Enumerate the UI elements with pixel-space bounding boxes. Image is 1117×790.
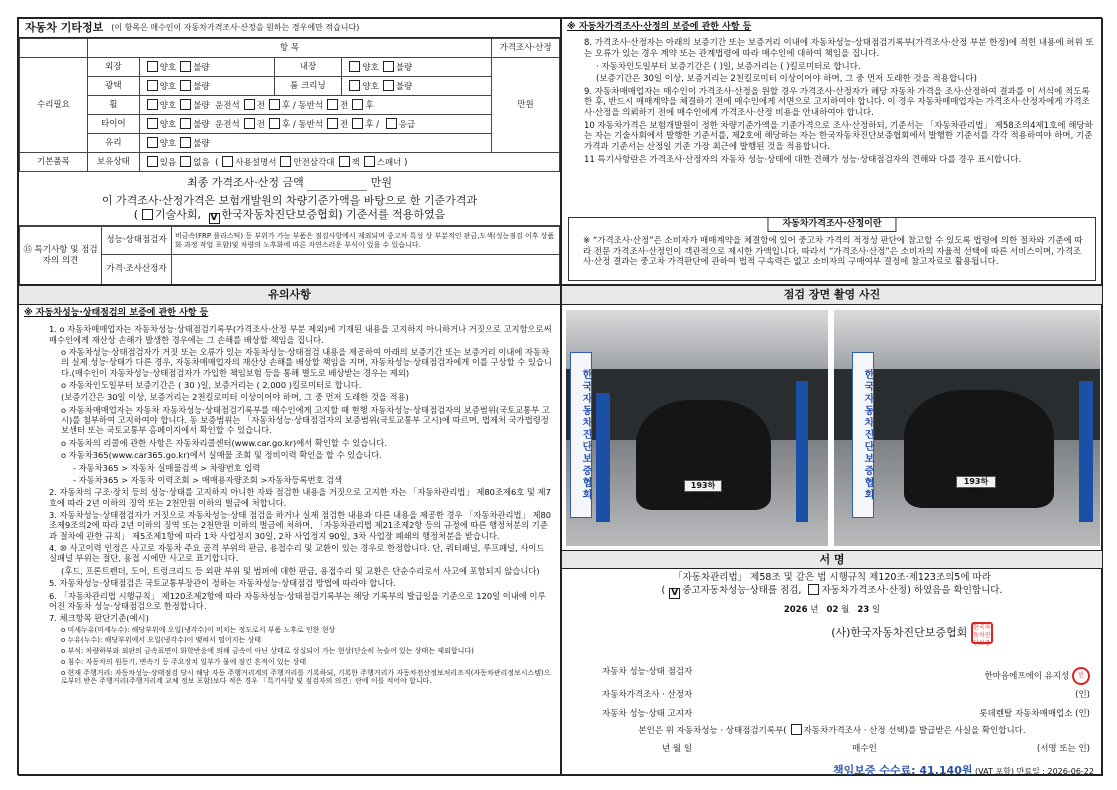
item-8-sub2: (보증기간은 30일 이상, 보증거리는 2천킬로미터 이상이어야 하며, 그 중 먼저 도래한 것을 적용합니다) — [596, 74, 977, 85]
basic-label: 기본품목 — [20, 153, 88, 172]
inspection-record-page — [17, 17, 1102, 775]
repair-label: 수리필요 — [20, 58, 88, 153]
checkbox[interactable] — [180, 156, 191, 167]
fee-row — [562, 764, 1102, 777]
checkbox[interactable] — [808, 584, 819, 595]
note-1c: o 자동차인도일부터 보증기간은 ( 30 )일, 보증거리는 ( 2,000 )킬로미터로 합니다. — [61, 380, 362, 391]
price-guarantee-title: ※ 자동차가격조사·산정의 보증에 관한 사항 등 — [567, 22, 752, 32]
item-9: 9. 자동차매매업자는 매수인이 가격조사·산정을 원할 경우 가격조사·산정자가 해당 자동차 가격을 조사·산정하여 결과를 이 서식에 적도록 한 후, 반드시 매매계약을 체결하기 전에 매수인에게 서면으로 고지하여야 합니다. 이 경우 자동차매매업자는 가격조사·산정자에게 가격조사·산정을 의뢰하기 전에 매수인에게 가격조사·산정 비용을 안내하여야 합니다. — [584, 86, 1090, 118]
sign-row-inspector: 자동차 성능·상태 점검자 한마음에프에이 유지성 인 — [562, 666, 1102, 686]
cert-date: 2026 년 02 월 23 일 — [783, 604, 881, 615]
item-11: 11 특기사항란은 가격조사·산정자의 자동차 성능·상태에 대한 견해가 성능·상태점검자의 견해와 다를 경우 표시합니다. — [584, 154, 1022, 165]
license-plate: 193하8702 — [684, 480, 722, 492]
row-glass: 유리 — [87, 134, 139, 153]
note-3: 3. 자동차성능·상태점검자가 거짓으로 자동차성능·상태 점검을 하거나 실제 점검한 내용과 다른 내용을 제공한 경우 「자동차관리법」 제80조제9조의2에 따라 2년 이하의 징역 또는 2천만원 이하의 벌금에 처하며, 「자동차관리법 제21조제2항 등의 규정에 따른 행정처분의 기준과 절차에 관한 규칙」 제5조제1항에 따라 1차 사업정지 30일, 2차 사업정지 90일, 3차 사업장 폐쇄의 행정처분을 받습니다. — [49, 510, 552, 541]
row-gloss: 광택 — [87, 77, 139, 96]
org-line — [562, 622, 1102, 647]
price-definition-title: 자동차가격조사·산정이란 — [767, 217, 896, 232]
note-1g: - 자동차365 > 자동차 실매물검색 > 차량번호 입력 — [73, 462, 261, 473]
inspector-seal: 인 — [1072, 667, 1090, 685]
checkbox[interactable] — [383, 61, 394, 72]
note-4: 4. ⑩ 사고이력 인정은 사고로 자동차 주요 골격 부위의 판금, 용접수리 및 교환이 있는 경우로 한정합니다. 단, 쿼터패널, 루프패널, 사이드실패널 부위는 절단, 용접 시에만 사고로 표기합니다. — [49, 543, 545, 564]
checkbox[interactable] — [364, 156, 375, 167]
note-1f: o 자동차365(www.car365.go.kr)에서 실매물 조회 및 정비이력 확인을 할 수 있습니다. — [61, 450, 382, 461]
price-definition-box — [568, 217, 1096, 281]
row-wheel: 휠 — [87, 96, 139, 115]
note-7: 7. 체크항목 판단기준(예시) — [49, 613, 149, 624]
basis-line1: 이 가격조사·산정가격은 보험개발원의 차량기준가액을 바탕으로 한 기준가격과 — [101, 193, 478, 207]
note-1d: o 자동차매매업자는 자동차 자동차성능·상태점검기록부를 매수인에게 고지할 때 현행 자동차성능·상태점검자의 보증범위(국토교통부 고시)를 첨부하여 고지하여야 합니다. 동 보증범위는 「자동차성능·상태점검자의 보증범위(국토교통부 고시)에 따르며, 법제처 국가법령정보센터 또는 국토교통부 홈페이지에서 확인할 수 있습니다. — [61, 404, 550, 436]
license-plate: 193하8702 — [956, 476, 996, 488]
notes-section — [18, 285, 561, 776]
fee-vat: (VAT 포함) — [975, 766, 1014, 776]
row-room: 룸 크리닝 — [274, 77, 342, 96]
inspector-label: 성능·상태점검자 — [102, 227, 172, 255]
checkbox[interactable] — [269, 99, 280, 110]
inspector-text: 비금속(FRP 플라스틱) 등 부위가 가능 부품은 점검사항에서 제외되며 중고차 특성 상 부분적인 판금,도색(성능점검 이후 상품화 과정 작업 포함)및 차량의 노후화에 따른 자연스러운 부식이 있을 수 있습니다. — [172, 227, 560, 255]
checkbox[interactable] — [180, 80, 191, 91]
final-price-input[interactable] — [307, 176, 367, 191]
receipt-line: 본인은 위 자동차성능 · 상태점검기록부( 자동차가격조사 · 산정 선택)를 발급받은 사실을 확인합니다. — [638, 726, 1026, 737]
note-7d: o 침수: 자동차의 원동기, 변속기 등 주요장치 일부가 물에 잠긴 흔적이 있는 상태 — [61, 657, 307, 666]
row-interior: 내장 — [274, 58, 342, 77]
photo-header: 점검 장면 촬영 사진 — [562, 286, 1102, 305]
checkbox[interactable] — [222, 156, 233, 167]
checkbox[interactable] — [180, 61, 191, 72]
sign-header: 서 명 — [562, 550, 1102, 569]
price-inspector-text — [172, 255, 560, 285]
org-stamp: 한국자동차진단보증 — [971, 622, 993, 644]
expiry-date: 만료일 : 2026-06-22 — [1016, 766, 1094, 776]
org-name: (사)한국자동차진단보증협회 — [831, 625, 968, 639]
final-price-block — [19, 172, 560, 226]
cert-line2: ( V 중고자동차성능·상태를 점검, 자동차가격조사·산정) 하였음을 확인합니다. — [661, 584, 1003, 598]
notes-subtitle: ※ 자동차성능·상태점검의 보증에 관한 사항 등 — [24, 308, 209, 318]
checkbox[interactable] — [349, 61, 360, 72]
checkbox[interactable] — [180, 137, 191, 148]
price-guarantee-section — [561, 18, 1103, 285]
checkbox[interactable] — [269, 118, 280, 129]
checkbox[interactable] — [386, 118, 397, 129]
vehicle-other-info-section — [18, 18, 561, 285]
sign-row-notifier: 자동차 성능·상태 고지자 롯데렌탈 자동차매매업소 (인) — [602, 708, 1090, 719]
signature-rows — [562, 666, 1102, 776]
special-label: ⑮ 특기사항 및 점검자의 의견 — [20, 227, 102, 285]
checkbox[interactable] — [147, 156, 158, 167]
item-8: 8. 가격조사·산정자는 아래의 보증기간 또는 보증거리 이내에 자동차성능·상태점검기록부(가격조사·산정 부분 한정)에 적힌 내용에 허위 또는 오류가 있는 경우 계약 또는 관계법령에 따라 매수인에 대하여 책임을 집니다. — [584, 38, 1094, 59]
interior-options: 양호 불량 — [342, 58, 492, 77]
banner-sign: 한국자동차진단보증협회 — [570, 352, 592, 517]
note-4b: (후드, 프론트펜더, 도어, 트렁크리드 등 외판 부위 및 범퍼에 대한 판금, 용접수리 및 교환은 단순수리로서 사고에 포함되지 않습니다) — [61, 565, 540, 576]
checkbox[interactable] — [339, 156, 350, 167]
checkbox[interactable] — [180, 99, 191, 110]
room-options: 양호 불량 — [342, 77, 492, 96]
inspection-photo-front — [566, 310, 828, 546]
col-price: 가격조사·산정 — [492, 39, 560, 58]
inspection-photo-rear — [834, 310, 1100, 546]
checkbox[interactable] — [383, 80, 394, 91]
buyer-row: 년 월 일 매수인 (서명 또는 인) — [662, 743, 1090, 754]
own-status: 보유상태 — [87, 153, 139, 172]
wheel-options: 양호 불량 운전석 전 후 / 동반석 전 후 — [139, 96, 491, 115]
checkbox[interactable] — [352, 99, 363, 110]
exterior-options: 양호 불량 — [139, 58, 274, 77]
note-1c2: (보증기간은 30일 이상, 보증거리는 2천킬로미터 이상이어야 하며, 그 중 먼저 도래한 것을 적용) — [61, 392, 409, 403]
note-1e: o 자동차의 리콜에 관한 사항은 자동차리콜센터(www.car.go.kr)에서 확인할 수 있습니다. — [61, 437, 387, 448]
checkbox[interactable] — [244, 118, 255, 129]
price-definition-text: ※ “가격조사·산정”은 소비자가 매매계약을 체결함에 있어 중고차 가격의 적정성 판단에 참고할 수 있도록 법령에 의한 절차와 기준에 따라 전문 가격조사·산정인이 객관적으로 제시한 가액입니다. 따라서 “가격조사·산정”은 소비자의 자율적 선택에 따른 서비스이며, 가격조사·산정 결과는 중고차 가격판단에 관하여 법적 구속력은 없고 소비자의 구매여부 결정에 참고자료로 활용됩니다. — [583, 236, 1083, 268]
note-6: 6. 「자동차관리법 시행규칙」 제120조제2항에 따라 자동차성능·상태점검기록부는 해당 기록부의 발급일을 기준으로 120일 이내에 이루어진 자동차 성능·상태점검으로 한정합니다. — [49, 590, 546, 611]
glass-options: 양호 불량 — [139, 134, 491, 153]
checkbox[interactable] — [147, 118, 158, 129]
note-7e: o 현재 주행거리: 자동차성능·상태점검 당시 해당 자동 주행거리계의 주행거리를 기록하되, 기록한 주행거리가 자동차전산정보처리조직(자동차관리정보시스템)으로부터 받은 주행거리(주행거리계 교체 정보 포함)보다 적은 경우 「특기사항 및 점검자의 의견」란에 이를 적어야 합니다. — [61, 668, 551, 686]
basis-line2: ( 기술사회, V 한국자동차진단보증협회) 기준서를 적용하였음 — [133, 207, 446, 223]
special-notes-table — [19, 226, 560, 285]
checkbox[interactable] — [147, 61, 158, 72]
note-5: 5. 자동차성능·상태점검은 국토교통부장관이 정하는 자동차성능·상태점검 방법에 따라야 합니다. — [49, 578, 396, 589]
certification — [562, 572, 1102, 647]
checkbox[interactable] — [244, 99, 255, 110]
note-1h: - 자동차365 > 자동차 이력조회 > 매매용자량조회 >자동차등록번호 검색 — [73, 474, 343, 485]
checkbox[interactable] — [180, 118, 191, 129]
checkbox[interactable] — [147, 80, 158, 91]
note-7b: o 누유(누수): 해당부위에서 오일(냉각수)이 맺혀서 떨어지는 상태 — [61, 636, 261, 645]
checkbox[interactable] — [280, 156, 291, 167]
banner-sign: 한국자동차진단보증협회 — [852, 352, 874, 517]
note-2: 2. 자동차의 구조·장치 등의 성능·상태를 고지하지 아니한 자와 점검한 내용을 거짓으로 고지한 자는 「자동차관리법」 제80조제6호 및 제7호에 따라 2년 이하의 징역 또는 2천만원 이하의 벌금에 처합니다. — [49, 487, 551, 508]
price-inspector-label: 가격·조사산정자 — [102, 255, 172, 285]
basic-options: 있음 없음 ( 사용설명서 안전삼각대 잭 스패너 ) — [139, 153, 559, 172]
note-7a: o 미세누유(미세누수): 해당부위에 오일(냉각수)이 비치는 정도로서 부품 노후로 인한 현상 — [61, 625, 336, 634]
note-7c: o 부식: 차량하부와 외판의 금속표면이 화학반응에 의해 금속이 아닌 상태로 상실되어 가는 현상(단순히 녹슬어 있는 상태는 제외합니다) — [61, 647, 474, 656]
checkbox[interactable] — [142, 209, 153, 220]
checkbox[interactable] — [327, 99, 338, 110]
sign-row-price: 자동차가격조사 · 산정자 (인) — [602, 690, 1090, 700]
section-subtitle: (이 항목은 매수인이 자동차가격조사·산정을 원하는 경우에만 적습니다) — [111, 23, 360, 32]
gloss-options: 양호 불량 — [139, 77, 274, 96]
checkbox[interactable] — [791, 724, 802, 735]
item-8-sub: · 자동차인도일부터 보증기간은 ( )일, 보증거리는 ( )킬로미터로 합니다. — [596, 61, 861, 72]
price-unit: 만원 — [492, 58, 560, 153]
final-price-unit: 만원 — [370, 176, 392, 189]
tire-options: 양호 불량 운전석 전 후 / 동반석 전 후 / 응급 — [139, 115, 491, 134]
note-1b: o 자동차성능·상태점검자가 거짓 또는 오류가 있는 자동차성능·상태점검 내용을 제공하여 아래의 보증기간 또는 보증거리 이내에 자동차의 실제 성능·상태가 다른 경우, 자동차매매업자의 재산상 손해를 배상할 책임을 지며, 자동차성능·상태점검자에게 이를 구상할 수 있습니다.(매수인이 자동차성능·상태점검자가 가입한 책임보험 등을 통해 별도로 배상받는 경우는 제외) — [61, 346, 552, 378]
note-1a: 1. o 자동차매매업자는 자동차성능·상태점검기록부(가격조사·산정 부분 제외)에 기재된 내용을 고지하지 아니하거나 거짓으로 고지함으로써 매수인에게 재산상 손해가 발생한 경우에는 그 손해를 배상할 책임을 집니다. — [49, 324, 552, 345]
section-header — [19, 19, 560, 38]
repair-table — [19, 38, 560, 172]
checkbox[interactable] — [349, 80, 360, 91]
checkbox-checked[interactable]: V — [209, 213, 220, 224]
checkbox[interactable] — [327, 118, 338, 129]
cert-line1: 「자동차관리법」 제58조 및 같은 법 시행규칙 제120조·제123조의5에 따라 — [673, 572, 991, 583]
item-10: 10 자동차가격은 보험개발원이 정한 차량기준가액을 기준가격으로 조사·산정하되, 기준서는 「자동차관리법」 제58조의4제1호에 해당하는 자는 기술사회에서 발행한 기준서를, 제2호에 해당하는 자는 한국자동차진단보증협회에서 발행한 기준서를 각각 적용하여야 하며, 기준가격과 기준서는 산정일 기준 가장 최근에 발행된 것을 적용합니다. — [584, 120, 1093, 152]
col-item: 항 목 — [87, 39, 491, 58]
checkbox[interactable] — [352, 118, 363, 129]
checkbox-checked[interactable]: V — [669, 588, 680, 599]
checkbox[interactable] — [147, 99, 158, 110]
checkbox[interactable] — [147, 137, 158, 148]
row-tire: 타이어 — [87, 115, 139, 134]
section-title: 자동차 기타정보 — [25, 21, 104, 35]
photo-sign-section — [561, 285, 1103, 776]
notes-header: 유의사항 — [19, 286, 560, 305]
fee-label: 책임보증 수수료: 41,140원 — [832, 763, 973, 776]
final-price-label: 최종 가격조사·산정 금액 — [186, 176, 304, 189]
row-exterior: 외장 — [87, 58, 139, 77]
